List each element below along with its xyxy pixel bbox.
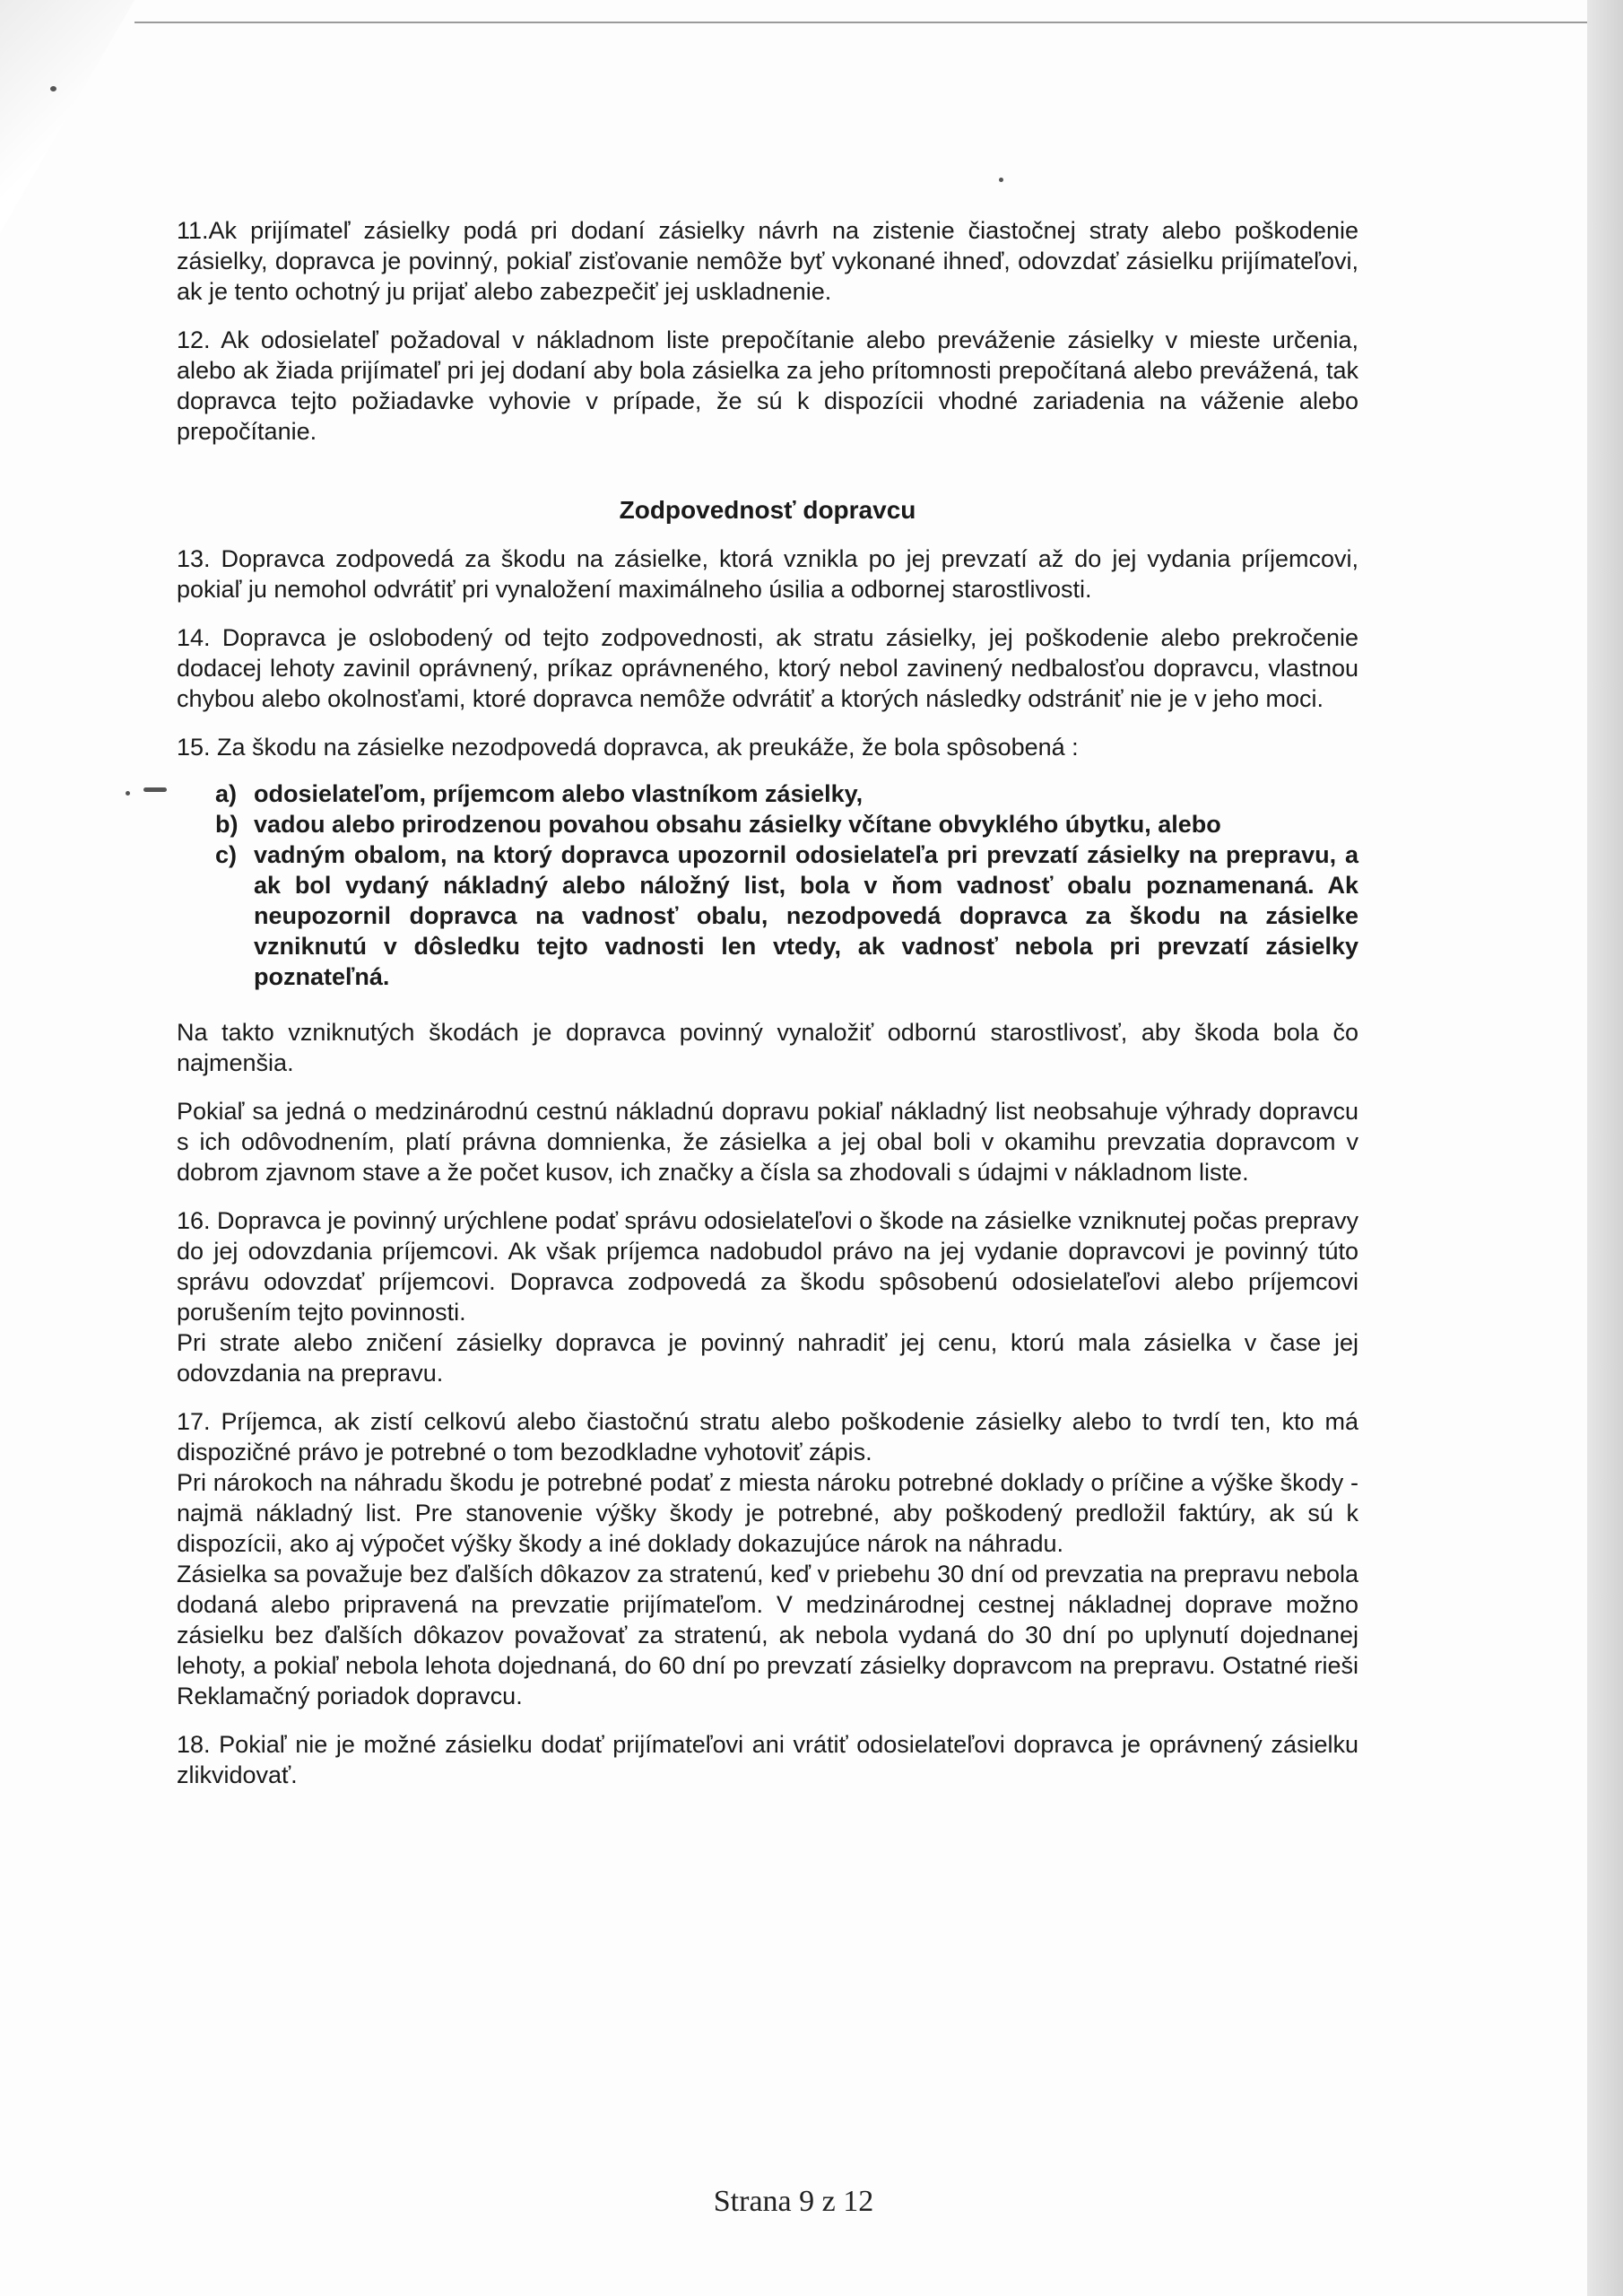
page-corner-fold xyxy=(0,0,135,233)
paragraph-12: 12. Ak odosielateľ požadoval v nákladnom liste prepočítanie alebo preváženie zásielky v mieste určenia, alebo ak žiada prijímateľ pri jej dodaní aby bola zásielka za jeho prítomnosti prepočítaná alebo prevážená, tak dopravca tejto požiadavke vyhovie v prípade, že sú k dispozícii vhodné zariadenia na váženie alebo prepočítanie. xyxy=(177,326,1358,445)
section-heading: Zodpovednosť dopravcu xyxy=(619,496,916,524)
paragraph-15: 15. Za škodu na zásielke nezodpovedá dopravca, ak preukáže, že bola spôsobená : xyxy=(177,734,1079,761)
list-item-label: b) xyxy=(215,811,239,838)
scanner-edge xyxy=(1587,0,1623,2296)
list-item xyxy=(177,809,1358,839)
list-item xyxy=(177,778,1358,809)
list-item-text: odosielateľom, príjemcom alebo vlastníkom zásielky, xyxy=(254,780,864,807)
paragraph-international-transport: Pokiaľ sa jedná o medzinárodnú cestnú nákladnú dopravu pokiaľ nákladný list neobsahuje výhrady dopravcu s ich odôvodnením, platí právna domnienka, že zásielka a jej obal boli v okamihu prevzatia dopravcom v dobrom zjavnom stave a že počet kusov, ich značky a čísla sa zhodovali s údajmi v nákladnom liste. xyxy=(177,1098,1358,1186)
paragraph-14: 14. Dopravca je oslobodený od tejto zodpovednosti, ak stratu zásielky, jej poškodenie alebo prekročenie dodacej lehoty zavinil oprávnený, príkaz oprávneného, ktorý nebol zavinený nedbalosťou dopravcu, vlastnou chybou alebo okolnosťami, ktoré dopravca nemôže odvrátiť a ktorých následky odstrániť nie je v jeho moci. xyxy=(177,624,1358,712)
list-item-text: vadným obalom, na ktorý dopravca upozornil odosielateľa pri prevzatí zásielky na prepravu, a ak bol vydaný nákladný alebo náložný list, bola v ňom vadnosť obalu poznamenaná. Ak neupozornil dopravca na vadnosť obalu, nezodpovedá dopravca za škodu na zásielke vzniknutú v dôsledku tejto vadnosti len vtedy, ak vadnosť nebola pri prevzatí zásielky poznateľná. xyxy=(254,841,1358,990)
liability-exceptions-list xyxy=(177,778,1358,992)
scan-speck xyxy=(50,86,56,91)
list-item-text: vadou alebo prirodzenou povahou obsahu zásielky včítane obvyklého úbytku, alebo xyxy=(254,811,1221,838)
paragraph-18: 18. Pokiaľ nie je možné zásielku dodať prijímateľovi ani vrátiť odosielateľovi dopravca je oprávnený zásielku zlikvidovať. xyxy=(177,1731,1358,1788)
paragraph-17: 17. Príjemca, ak zistí celkovú alebo čiastočnú stratu alebo poškodenie zásielky alebo to tvrdí ten, kto má dispozičné právo je potrebné o tom bezodkladne vyhotoviť zápis. Pri nárokoch na náhradu škodu je potrebné podať z miesta nároku potrebné doklady o príčine a výške škody - najmä nákladný list. Pre stanovenie výšky škody je potrebné, aby poškodený predložil faktúry, ak sú k dispozícii, ako aj výpočet výšky škody a iné doklady dokazujúce nárok na náhradu. Zásielka sa považuje bez ďalších dôkazov za stratenú, keď v priebehu 30 dní od prevzatia na prepravu nebola dodaná alebo pripravená na prevzatie prijímateľom. V medzinárodnej cestnej nákladnej doprave možno zásielku bez ďalších dôkazov považovať za stratenú, ak nebola vydaná do 30 dní po uplynutí dojednanej lehoty, a pokiaľ nebola lehota dojednaná, do 60 dní po prevzatí zásielky dopravcom na prepravu. Ostatné rieši Reklamačný poriadok dopravcu. xyxy=(177,1408,1358,1709)
scan-speck xyxy=(126,791,130,796)
page-number: Strana 9 z 12 xyxy=(713,2185,874,2218)
paragraph-11: 11.Ak prijímateľ zásielky podá pri dodaní zásielky návrh na zistenie čiastočnej straty alebo poškodenie zásielky, dopravca je povinný, pokiaľ zisťovanie nemôže byť vykonané ihneď, odovzdať zásielku prijímateľovi, ak je tento ochotný ju prijať alebo zabezpečiť jej uskladnenie. xyxy=(177,217,1358,305)
paragraph-13: 13. Dopravca zodpovedá za škodu na zásielke, ktorá vznikla po jej prevzatí až do jej vydania príjemcovi, pokiaľ ju nemohol odvrátiť pri vynaložení maximálneho úsilia a odbornej starostlivosti. xyxy=(177,545,1358,603)
document-body xyxy=(177,215,1358,1808)
list-item xyxy=(177,839,1358,992)
scan-speck xyxy=(999,178,1003,182)
list-item-label: a) xyxy=(215,780,238,807)
paragraph-16: 16. Dopravca je povinný urýchlene podať správu odosielateľovi o škode na zásielke vzniknutej počas prepravy do jej odovzdania príjemcovi. Ak však príjemca nadobudol právo na jej vydanie dopravcovi je povinný túto správu odovzdať príjemcovi. Dopravca zodpovedá za škodu spôsobenú odosielateľovi alebo príjemcovi porušením tejto povinnosti. Pri strate alebo zničení zásielky dopravca je povinný nahradiť jej cenu, ktorú mala zásielka v čase jej odovzdania na prepravu. xyxy=(177,1207,1358,1387)
scan-speck xyxy=(143,787,167,792)
page-top-edge xyxy=(135,22,1587,23)
list-item-label: c) xyxy=(215,841,238,868)
paragraph-damage-mitigation: Na takto vzniknutých škodách je dopravca povinný vynaložiť odbornú starostlivosť, aby škoda bola čo najmenšia. xyxy=(177,1019,1358,1076)
